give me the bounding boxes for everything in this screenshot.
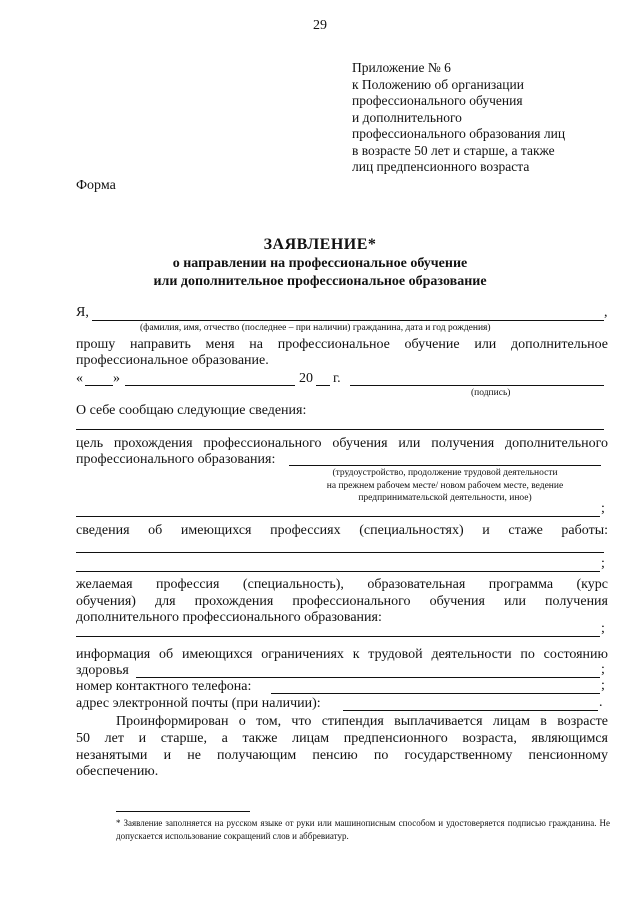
ya-label: Я,: [76, 305, 89, 320]
comma: ,: [604, 305, 608, 320]
goal-continuation-field[interactable]: [76, 516, 600, 517]
goal-hint-line: предпринимательской деятельности, иное): [358, 493, 532, 503]
email-label: адрес электронной почты (при наличии):: [76, 696, 321, 711]
info-line-3: незанятыми и не получающим пенсию по государственному пенсионному: [76, 748, 608, 763]
footnote-divider: [116, 811, 250, 812]
name-hint: (фамилия, имя, отчество (последнее – при наличии) гражданина, дата и год рождения): [140, 323, 491, 333]
desired-line-3: дополнительного профессионального образования:: [76, 610, 382, 625]
date-quote-close: »: [113, 371, 120, 386]
year-prefix: 20: [299, 371, 313, 386]
goal-hint-line: (трудоустройство, продолжение трудовой деятельности: [332, 468, 558, 478]
semicolon: ;: [601, 621, 605, 636]
health-field[interactable]: [136, 677, 600, 678]
about-self-label: О себе сообщаю следующие сведения:: [76, 403, 307, 418]
semicolon: ;: [601, 501, 605, 516]
request-line-1: прошу направить меня на профессиональное обучение или дополнительное: [76, 337, 608, 352]
desired-line-2: обучения) для прохождения профессионального обучения или получения: [76, 594, 608, 609]
request-line-2: профессиональное образование.: [76, 353, 269, 368]
professions-field-1[interactable]: [76, 552, 604, 553]
appendix-line: профессионального образования лиц: [352, 126, 566, 141]
page-number: 29: [313, 18, 327, 33]
appendix-line: в возрасте 50 лет и старше, а также: [352, 142, 555, 158]
info-line-4: обеспечению.: [76, 764, 159, 779]
appendix-line: лиц предпенсионного возраста: [352, 159, 530, 174]
signature-hint: (подпись): [471, 388, 511, 398]
email-field[interactable]: [343, 710, 598, 711]
footnote: * Заявление заполняется на русском языке от руки или машинописным способом и удостоверяется подписью гражданина. Не допускается использование сокращений слов и аббревиатур.: [116, 818, 610, 841]
period: .: [599, 695, 603, 710]
goal-line-1: цель прохождения профессионального обучения или получения дополнительного: [76, 436, 608, 451]
document-title: ЗАЯВЛЕНИЕ*: [263, 236, 377, 253]
appendix-line: и дополнительного: [352, 109, 462, 125]
phone-field[interactable]: [271, 693, 600, 694]
semicolon: ;: [601, 678, 605, 693]
signature-field[interactable]: [350, 385, 604, 386]
info-line-1: Проинформирован о том, что стипендия выплачивается лицам в возрасте: [116, 714, 608, 729]
desired-field[interactable]: [76, 636, 600, 637]
goal-field[interactable]: [289, 465, 601, 466]
about-self-field[interactable]: [76, 429, 604, 430]
professions-field-2[interactable]: [76, 571, 600, 572]
goal-hint: [300, 467, 590, 505]
appendix-line: к Положению об организации: [352, 76, 524, 92]
year-suffix: г.: [333, 371, 341, 386]
appendix-block: [352, 60, 622, 176]
health-line-1: информация об имеющихся ограничениях к трудовой деятельности по состоянию: [76, 647, 608, 662]
document-subtitle-2: или дополнительное профессиональное образование: [153, 274, 487, 289]
professions-label: сведения об имеющихся профессиях (специальностях) и стаже работы:: [76, 523, 608, 538]
day-field[interactable]: [85, 385, 113, 386]
health-line-2: здоровья: [76, 663, 129, 678]
document-subtitle-1: о направлении на профессиональное обучение: [172, 256, 468, 271]
name-field[interactable]: [92, 320, 604, 321]
appendix-line: профессионального обучения: [352, 93, 523, 108]
goal-hint-line: на прежнем рабочем месте/ новом рабочем месте, ведение: [326, 480, 564, 491]
form-label: Форма: [76, 178, 116, 193]
goal-line-2: профессионального образования:: [76, 452, 276, 467]
phone-label: номер контактного телефона:: [76, 679, 252, 694]
info-line-2: 50 лет и старше, а также лицам предпенсионного возраста, являющимся: [76, 731, 608, 746]
year-field[interactable]: [316, 385, 330, 386]
desired-line-1: желаемая профессия (специальность), образовательная программа (курс: [76, 577, 608, 592]
appendix-line: Приложение № 6: [352, 60, 451, 75]
semicolon: ;: [601, 556, 605, 571]
month-field[interactable]: [125, 385, 295, 386]
semicolon: ;: [601, 662, 605, 677]
date-quote-open: «: [76, 371, 83, 386]
